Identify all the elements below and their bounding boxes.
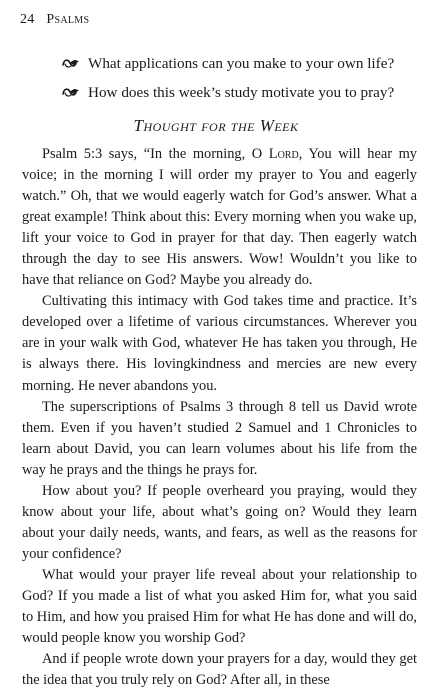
paragraph: And if people wrote down your prayers for a day, would they get the idea that you truly rely on God? After all, in these [22, 651, 417, 689]
question-text: How does this week’s study motivate you to pray? [88, 84, 395, 101]
paragraph: The superscriptions of Psalms 3 through 8 tell us David wrote them. Even if you haven’t studied 2 Samuel and 1 Chronicles to learn about David, you can learn volumes about his life from the way he prays and the things he prays for. [22, 398, 417, 478]
paragraph: How about you? If people overheard you praying, would they know about your life, about what’s going on? Would they learn about your daily needs, wants, and fears, as well as the reasons for your confidence? [22, 482, 417, 562]
question-item [62, 81, 412, 110]
question-text: What applications can you make to your own life? [88, 55, 395, 72]
book-title: Psalms [46, 12, 90, 27]
paragraph [22, 144, 417, 291]
paragraph-text: , You will hear my voice; in the morning I will order my prayer to You and eagerly watch.” Oh, that we would eagerly watch for God’s answer. What a great example! Think about this: Every morning when you wake up, lift your voice to God in prayer for that day. Then eagerly watch through the day to see His answers. Wow! Wouldn’t you like to have that reliance on God? Maybe you already do. [22, 146, 417, 289]
paragraph: What would your prayer life reveal about your relationship to God? If you made a list of what you asked Him for, what you said to Him, and how you praised Him for what He has done and will do, would people know you worship God? [22, 566, 417, 647]
running-head [20, 12, 89, 28]
paragraph: Cultivating this intimacy with God takes time and practice. It’s developed over a lifetime of various circumstances. Wherever you are in your walk with God, whatever He has taken you through, He is always there. His lovingkindness and mercies are new every morning. He never abandons you. [22, 293, 417, 394]
lord-small-caps: Lord [268, 146, 299, 162]
fleuron-icon [62, 58, 80, 70]
page-number: 24 [20, 12, 35, 27]
question-list [62, 52, 412, 110]
section-title: Thought for the Week [133, 116, 299, 135]
fleuron-icon [62, 87, 80, 99]
paragraph-text: Psalm 5:3 says, “In the morning, O [42, 146, 269, 162]
question-item [62, 52, 412, 81]
body-text [22, 144, 417, 691]
